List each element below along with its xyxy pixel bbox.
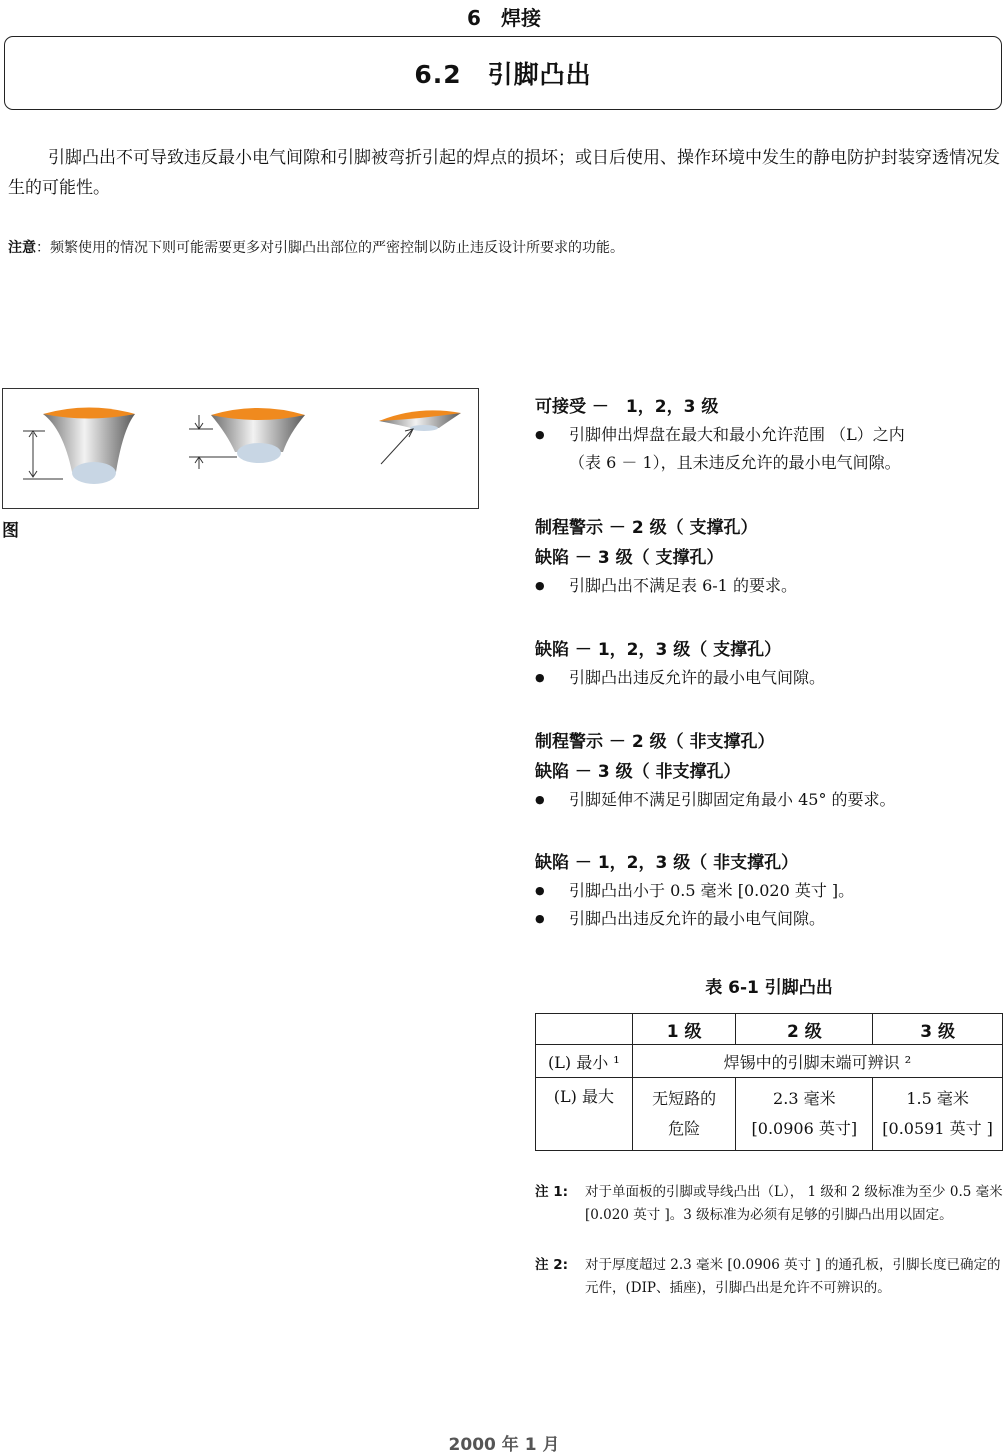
criteria-bullet: ● 引脚伸出焊盘在最大和最小允许范围 （L）之内 [535,421,1003,449]
lead-cone-short [379,410,461,464]
criteria-heading: 缺陷 － 3 级（ 非支撑孔） [535,762,741,782]
criteria-bullet: ● 引脚凸出违反允许的最小电气间隙。 [535,905,1003,933]
intro-paragraph: 引脚凸出不可导致违反最小电气间隙和引脚被弯折引起的焊点的损坏；或日后使用、操作环境中发生的静电防护封装穿透情况发生的可能性。 [8,148,1000,198]
table-cell [632,1078,736,1151]
table-row-min [536,1045,1003,1078]
criteria-bullet-continuation: （表 6 － 1），且未违反允许的最小电气间隙。 [569,453,901,472]
criteria-heading: 缺陷 － 1，2，3 级（ 支撑孔） [535,640,782,660]
table-cell-line: 危险 [668,1119,701,1138]
footnote-label: 注 2: [535,1257,568,1273]
criteria-defect-all-supported [535,636,1003,692]
section-title: 6.2 引脚凸出 [414,60,592,89]
criteria-defect-class3-unsupported [535,758,1003,814]
note-paragraph [8,236,1004,260]
lead-protrusion-table [535,1013,1003,1151]
footnote-label: 注 1: [535,1184,568,1200]
lead-protrusion-diagram [3,389,478,508]
lead-cone-medium [189,408,305,469]
table-cell: (L) 最大 [536,1078,633,1151]
table-cell [736,1078,873,1151]
figure-illustration [2,388,479,509]
table-header-cell: 1 级 [632,1014,736,1045]
section-title-box [4,36,1002,110]
criteria-heading: 缺陷 － 1，2，3 级（ 非支撑孔） [535,853,799,873]
note-text: ：频繁使用的情况下则可能需要更多对引脚凸出部位的严密控制以防止违反设计所要求的功能。 [36,240,624,256]
criteria-bullet: ● 引脚延伸不满足引脚固定角最小 45° 的要求。 [535,786,1003,814]
table-cell-line: 无短路的 [652,1089,717,1108]
table-cell: 焊锡中的引脚末端可辨识 ² [632,1045,1002,1078]
table-header-row [536,1014,1003,1045]
footnote-text: 对于厚度超过 2.3 毫米 [0.0906 英寸 ] 的通孔板，引脚长度已确定的元件，(DIP、插座)，引脚凸出是允许不可辨识的。 [585,1257,1001,1296]
criteria-heading: 制程警示 － 2 级（ 非支撑孔） [535,732,775,752]
table-header-cell: 3 级 [873,1014,1003,1045]
table-cell: (L) 最小 ¹ [536,1045,633,1078]
page-footer-date: 2000 年 1 月 [448,1435,560,1455]
lead-cone-long [23,408,135,485]
table-cell [873,1078,1003,1151]
criteria-defect-all-unsupported [535,849,1003,933]
criteria-acceptable [535,393,1003,477]
table-header-cell: 2 级 [736,1014,873,1045]
table-caption: 表 6-1 引脚凸出 [705,978,833,998]
criteria-bullet: ● 引脚凸出不满足表 6-1 的要求。 [535,572,1003,600]
footnote-text: 对于单面板的引脚或导线凸出（L）， 1 级和 2 级标准为至少 0.5 毫米 [0.020 英寸 ]。3 级标准为必须有足够的引脚凸出用以固定。 [585,1184,1003,1223]
footnote-2 [535,1254,1005,1300]
note-label: 注意 [8,240,36,256]
criteria-heading: 缺陷 － 3 级（ 支撑孔） [535,548,724,568]
chapter-header: 6 焊接 [467,6,541,30]
table-cell-line: 2.3 毫米 [773,1089,836,1108]
table-row-max [536,1078,1003,1151]
table-header-cell [536,1014,633,1045]
criteria-heading: 可接受 － 1，2，3 级 [535,397,719,417]
criteria-bullet: ● 引脚凸出小于 0.5 毫米 [0.020 英寸 ]。 [535,877,1003,905]
table-cell-line: [0.0906 英寸] [751,1119,858,1138]
footnote-1 [535,1181,1005,1227]
criteria-bullet: ● 引脚凸出违反允许的最小电气间隙。 [535,664,1003,692]
figure-label: 图 [2,521,19,541]
criteria-process-indicator-unsupported [535,728,1003,756]
table-cell-line: 1.5 毫米 [906,1089,969,1108]
criteria-defect-class3-supported [535,544,1003,600]
table-cell-line: [0.0591 英寸 ] [882,1119,993,1138]
criteria-heading: 制程警示 － 2 级（ 支撑孔） [535,518,758,538]
criteria-process-indicator-supported [535,514,1003,542]
